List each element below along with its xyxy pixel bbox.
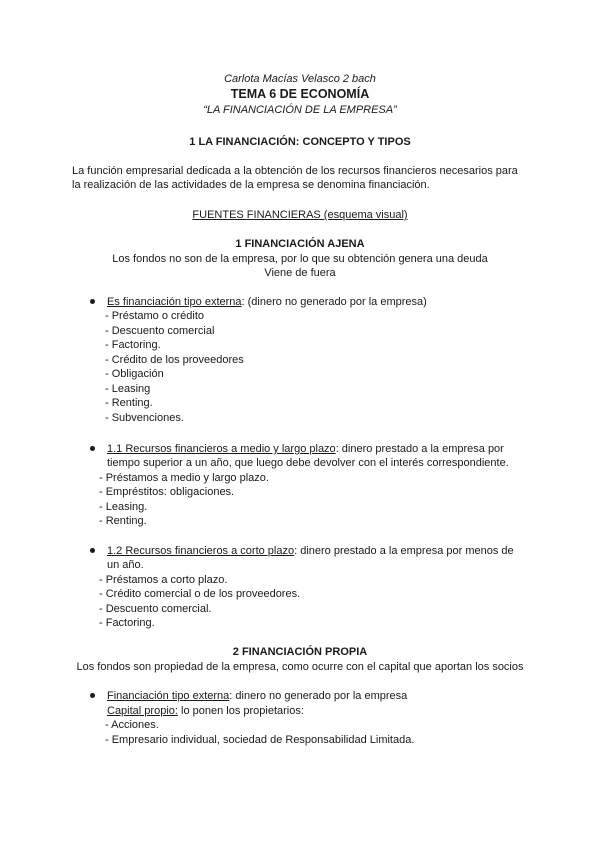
propia-externa-bullet [107, 689, 407, 703]
intro-paragraph-line-1: La función empresarial dedicada a la obtención de los recursos financieros necesarios para [72, 165, 518, 177]
list-item: - Préstamos a corto plazo. [99, 574, 228, 586]
document-subtitle: “LA FINANCIACIÓN DE LA EMPRESA” [203, 104, 397, 116]
list-item: - Crédito de los proveedores [105, 354, 244, 366]
bullet-icon [90, 446, 95, 451]
list-item: - Préstamos a medio y largo plazo. [99, 472, 269, 484]
list-item: - Factoring. [99, 617, 155, 629]
bullet-icon [90, 693, 95, 698]
fuentes-financieras-link[interactable]: FUENTES FINANCIERAS (esquema visual) [192, 209, 408, 221]
document-title: TEMA 6 DE ECONOMÍA [230, 87, 370, 101]
list-item: - Crédito comercial o de los proveedores. [99, 588, 301, 600]
capital-propio-rest: lo ponen los propietarios: [177, 705, 304, 717]
ajena-desc-line-1: Los fondos no son de la empresa, por lo que su obtención genera una deuda [112, 253, 488, 265]
list-item: - Leasing. [99, 501, 148, 513]
list-item: - Descuento comercial [105, 325, 215, 337]
list-item: - Subvenciones. [105, 412, 184, 424]
list-item: - Préstamo o crédito [105, 310, 205, 322]
largo-plazo-label: 1.1 Recursos financieros a medio y largo plazo [107, 443, 336, 455]
author-line: Carlota Macías Velasco 2 bach [224, 73, 376, 85]
section-heading-ajena: 1 FINANCIACIÓN AJENA [235, 238, 365, 250]
ajena-externa-bullet [107, 295, 427, 309]
corto-plazo-line-2: un año. [107, 559, 144, 571]
largo-plazo-bullet [107, 442, 504, 456]
propia-externa-label: Financiación tipo externa [107, 690, 230, 702]
list-item: - Descuento comercial. [99, 603, 212, 615]
propia-desc: Los fondos son propiedad de la empresa, como ocurre con el capital que aportan los socios [76, 661, 524, 673]
ajena-externa-label: Es financiación tipo externa [107, 296, 242, 308]
list-item: - Acciones. [105, 719, 159, 731]
list-item: - Renting. [99, 515, 147, 527]
corto-plazo-rest: : dinero prestado a la empresa por menos de [294, 545, 514, 557]
intro-paragraph-line-2: la realización de las actividades de la empresa se denomina financiación. [72, 179, 430, 191]
capital-propio-line [107, 704, 304, 718]
ajena-desc-line-2: Viene de fuera [264, 267, 336, 279]
corto-plazo-bullet [107, 544, 514, 558]
list-item: - Renting. [105, 397, 153, 409]
section-heading-financiacion: 1 LA FINANCIACIÓN: CONCEPTO Y TIPOS [189, 136, 411, 148]
section-heading-propia: 2 FINANCIACIÓN PROPIA [232, 646, 368, 658]
largo-plazo-rest: : dinero prestado a la empresa por [335, 443, 504, 455]
bullet-icon [90, 299, 95, 304]
capital-propio-label: Capital propio: [107, 705, 178, 717]
list-item: - Obligación [105, 368, 164, 380]
bullet-icon [90, 548, 95, 553]
corto-plazo-label: 1.2 Recursos financieros a corto plazo [107, 545, 295, 557]
list-item: - Factoring. [105, 339, 161, 351]
propia-externa-rest: : dinero no generado por la empresa [229, 690, 408, 702]
largo-plazo-line-2: tiempo superior a un año, que luego debe devolver con el interés correspondiente. [107, 457, 509, 469]
list-item: - Empréstitos: obligaciones. [99, 486, 235, 498]
list-item: - Leasing [105, 383, 151, 395]
ajena-externa-rest: : (dinero no generado por la empresa) [241, 296, 427, 308]
list-item: - Empresario individual, sociedad de Responsabilidad Limitada. [105, 734, 415, 746]
